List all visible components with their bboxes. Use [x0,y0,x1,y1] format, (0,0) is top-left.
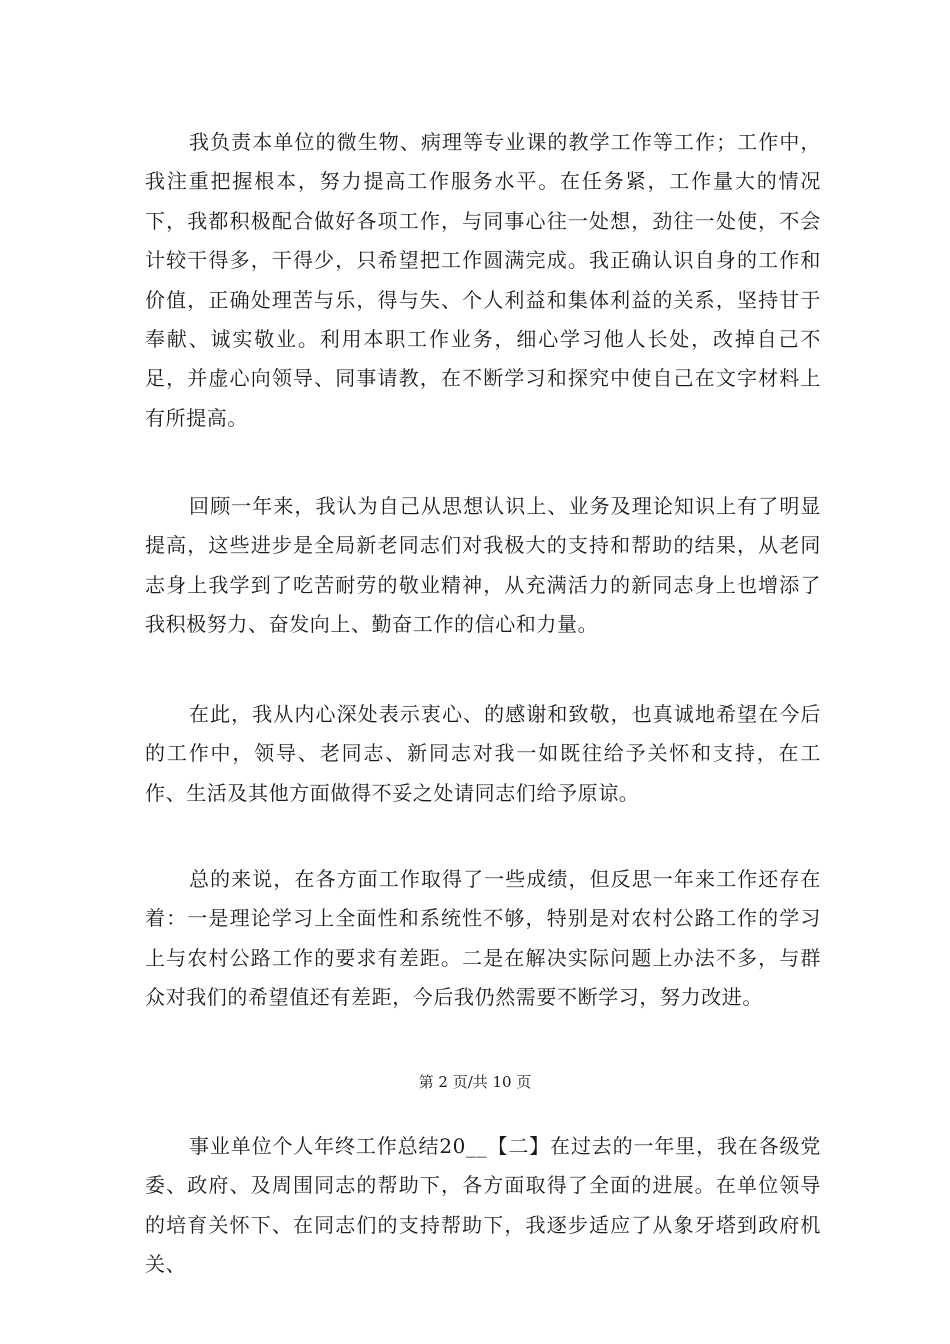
paragraph-work-duties: 我负责本单位的微生物、病理等专业课的教学工作等工作；工作中，我注重把握根本，努力提高工作服务水平。在任务紧，工作量大的情况下，我都积极配合做好各项工作，与同事心往一处想，劲往一处使，不会计较干得多，干得少，只希望把工作圆满完成。我正确认识自身的工作和价值，正确处理苦与乐，得与失、个人利益和集体利益的关系，坚持甘于奉献、诚实敬业。利用本职工作业务，细心学习他人长处，改掉自己不足，并虚心向领导、同事请教，在不断学习和探究中使自己在文字材料上有所提高。 [145,130,821,430]
paragraph-shortcomings: 总的来说，在各方面工作取得了一些成绩，但反思一年来工作还存在着：一是理论学习上全面性和系统性不够，特别是对农村公路工作的学习上与农村公路工作的要求有差距。二是在解决实际问题上办法不多，与群众对我们的希望值还有差距，今后我仍然需要不断学习，努力改进。 [145,867,821,1010]
paragraph-review-year: 回顾一年来，我认为自己从思想认识上、业务及理论知识上有了明显提高，这些进步是全局新老同志们对我极大的支持和帮助的结果，从老同志身上我学到了吃苦耐劳的敬业精神，从充满活力的新同志身上也增添了我积极努力、奋发向上、勤奋工作的信心和力量。 [145,494,821,637]
paragraph-thanks: 在此，我从内心深处表示衷心、的感谢和致敬，也真诚地希望在今后的工作中，领导、老同志、新同志对我一如既往给予关怀和支持，在工作、生活及其他方面做得不妥之处请同志们给予原谅。 [145,702,821,805]
paragraph-summary-two: 事业单位个人年终工作总结20__【二】在过去的一年里，我在各级党委、政府、及周围同志的帮助下，各方面取得了全面的进展。在单位领导的培育关怀下、在同志们的支持帮助下，我逐步适应了从象牙塔到政府机关、 [145,1134,821,1277]
page-number-footer: 第 2 页/共 10 页 [418,1073,532,1091]
